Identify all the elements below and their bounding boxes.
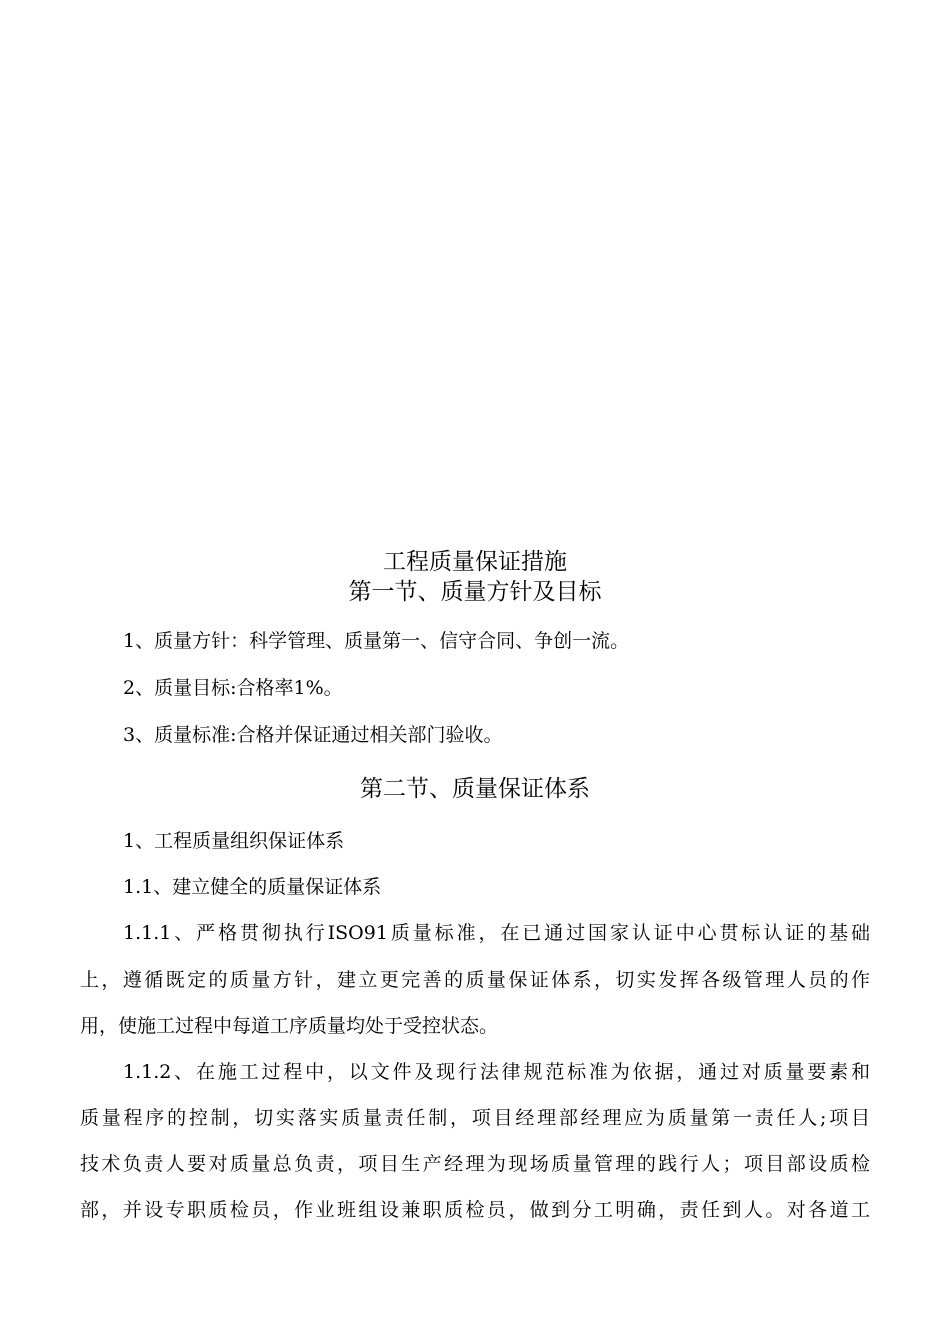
- section-1-item-2: 2、质量目标:合格率1%。: [123, 677, 343, 699]
- paragraph-1-1-1-line: 上，遵循既定的质量方针，建立更完善的质量保证体系，切实发挥各级管理人员的作: [80, 969, 870, 991]
- paragraph-1-1-2-line: 技术负责人要对质量总负责，项目生产经理为现场质量管理的践行人；项目部设质检: [80, 1153, 870, 1175]
- paragraph-1-1-1-line: 1.1.1、严格贯彻执行ISO91质量标准，在已通过国家认证中心贯标认证的基础: [123, 922, 870, 944]
- paragraph-1-1-2-line: 质量程序的控制，切实落实质量责任制，项目经理部经理应为质量第一责任人;项目: [80, 1107, 870, 1129]
- section-2-item-1: 1、工程质量组织保证体系: [123, 830, 345, 852]
- section-1-heading: 第一节、质量方针及目标: [348, 579, 602, 605]
- paragraph-1-1-2-line: 1.1.2、在施工过程中，以文件及现行法律规范标准为依据，通过对质量要素和: [123, 1061, 870, 1083]
- document-title: 工程质量保证措施: [383, 549, 567, 575]
- section-2-heading: 第二节、质量保证体系: [360, 776, 590, 802]
- section-2-item-1-1: 1.1、建立健全的质量保证体系: [123, 876, 382, 898]
- section-1-item-1: 1、质量方针：科学管理、质量第一、信守合同、争创一流。: [123, 630, 630, 652]
- section-1-item-3: 3、质量标准:合格并保证通过相关部门验收。: [123, 724, 503, 746]
- paragraph-1-1-2-line: 部，并设专职质检员，作业班组设兼职质检员，做到分工明确，责任到人。对各道工: [80, 1199, 870, 1221]
- paragraph-1-1-1-line: 用，使施工过程中每道工序质量均处于受控状态。: [80, 1015, 499, 1037]
